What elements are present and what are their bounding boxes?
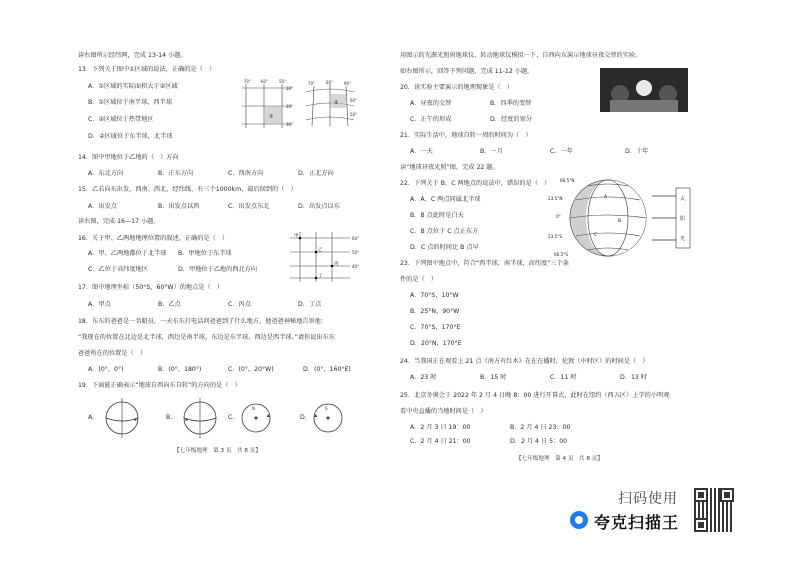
question-24: 24．当我国正在观看上 21 点《南方有红木》在在在播时，伦敦（中时区）的时间是（ ） [400, 358, 649, 365]
g1-label-3: 50° [279, 79, 287, 84]
q24-option-b: B．15 时 [480, 374, 507, 381]
svg-text:N: N [252, 406, 255, 411]
instruction-16-17: 读右图，完成 16—17 小题。 [78, 218, 160, 225]
question-23-line1: 23．下列图中地点中，符合“西半球，南半球，高纬度”三个条 [400, 260, 569, 267]
g3-label-6: 50° [352, 250, 360, 255]
g2-label-5: 50° [350, 112, 358, 117]
q23-option-c: C．70°S，170°E [410, 324, 461, 331]
q16-option-d: D．甲地位于乙地的西北方向 [178, 266, 258, 273]
question-18-line3: 爸爸所在的位置是（ ） [78, 350, 147, 357]
q15-option-d: D．出发点以东 [298, 203, 340, 210]
question-18-line2: “我现在的位置在北边是北半球，西边是南半球，东边是东半球，西边是西半球。”请你说出东东 [78, 334, 335, 341]
svg-text:S: S [325, 406, 328, 411]
quark-logo-icon [570, 511, 588, 529]
instruction-22: 读“地球昼夜光照”图，完成 22 题。 [400, 164, 499, 171]
q18-option-b: B．(0°，180°) [158, 366, 202, 373]
g2-label-4: 60° [350, 98, 358, 103]
g3-label-3: 丙 [334, 262, 339, 267]
g2-label-3: 90° [344, 81, 352, 86]
lat-label-4: 23.5°S [548, 234, 563, 239]
lat-label-5: 66.5°S [554, 252, 569, 257]
q18-option-d: D．(0°，160°E) [303, 366, 351, 373]
grid-map-3 [286, 228, 362, 284]
q23-option-a: A．70°S，10°W [410, 292, 459, 299]
question-25-line1: 25．北京冬奥会于 2022 年 2 月 4 日晚 8：00 进行开幕式，此时在纽约（西五区）上学的小明观 [400, 392, 670, 399]
question-23-line2: 件的是（ ） [400, 276, 438, 283]
q24-option-c: C．11 时 [550, 374, 577, 381]
question-15: 15．乙若向东出发，西南、西北、经纬线、有三个1000km，最后回到的（ ） [78, 186, 297, 193]
globe-option-b [178, 398, 222, 438]
grid-map-2 [300, 80, 360, 132]
q18-option-c: C．(0°，20°W) [228, 366, 274, 373]
g3-label-5: 60° [352, 236, 360, 241]
g2-label-6: ② [334, 100, 339, 106]
q14-option-d: D．正北方向 [298, 170, 334, 177]
g3-label-1: 甲 [294, 234, 299, 239]
q20-option-a: A．昼夜的交替 [410, 100, 452, 107]
q24-option-d: D．13 时 [620, 374, 647, 381]
globe-experiment-photo [600, 68, 688, 112]
sun-label-2: 阳 [680, 216, 686, 222]
g1-label-5: 20° [286, 104, 294, 109]
grid-map-1 [236, 78, 296, 134]
lat-label-3: 0° [556, 214, 561, 219]
point-c: C [594, 233, 598, 238]
q19-option-b: B. [166, 414, 173, 421]
lat-label-2: 23.5°N [548, 196, 563, 201]
q19-option-c: C. [228, 414, 235, 421]
left-footer: 【七年级地理 第 3 页 共 8 页】 [174, 448, 261, 454]
q24-option-a: A．23 时 [410, 374, 437, 381]
g3-label-2: 乙 [318, 248, 323, 253]
question-14: 14．图中甲地位于乙地的（ ）方向 [78, 154, 179, 161]
q22-option-c: C．B 点位于 C 点正东方 [410, 228, 479, 235]
question-17: 17．图中地理坐标（50°S，60°W）的地点是（ ） [78, 284, 224, 291]
g3-label-7: 40° [352, 264, 360, 269]
q13-option-a: A．①区域的实际面积大于②区域 [88, 83, 178, 90]
question-13: 13．下列关于图中①区域的说法，正确的是（ ） [78, 66, 216, 73]
right-intro-2: 如右图所示，回答下列问题，完成 11-12 小题。 [400, 68, 534, 75]
q17-option-a: A．甲点 [88, 301, 111, 308]
q13-option-b: B．①区域位于南半球，西半球 [88, 99, 173, 106]
question-21: 21．实际生活中，地球自转一周的时间为（ ） [400, 132, 532, 139]
q18-option-a: A．(0°，0°) [88, 366, 124, 373]
point-a: A [604, 195, 608, 200]
left-page [78, 40, 396, 460]
sun-label-3: 光 [680, 236, 686, 242]
globe-option-d [310, 400, 346, 436]
q13-option-d: D．②区域位于东半球，北半球 [88, 133, 173, 140]
q16-option-a: A．甲、乙两地都位于北半球 [88, 250, 167, 257]
q15-option-c: C．出发点东北 [228, 203, 270, 210]
qr-code-icon[interactable] [694, 488, 734, 532]
g1-label-7: ① [269, 114, 274, 120]
q21-option-b: B．一月 [480, 148, 503, 155]
q20-option-d: D．经度的划分 [490, 116, 532, 123]
q25-option-d: D．2 月 4 日 5：00 [510, 438, 568, 445]
q25-option-b: B．2 月 4 日 23：00 [510, 424, 571, 431]
right-page [400, 40, 730, 460]
point-b: B [618, 219, 622, 224]
globe-option-c [238, 400, 274, 436]
question-18-line1: 18．东东的爸爸是一名船员，一天东东打电话问爸爸到了什么地方，他爸爸神秘地告诉他： [78, 318, 328, 325]
q19-option-a: A. [88, 414, 95, 421]
scan-to-use-text: 扫码使用 [618, 491, 678, 507]
g3-label-4: 丁 [318, 274, 323, 279]
g2-label-2: 80° [326, 80, 334, 85]
q22-option-a: A．A、C 两点同属北半球 [410, 196, 481, 203]
q25-option-a: A．2 月 3 日 19：00 [410, 424, 471, 431]
question-22: 22．下列关于 B、C 两地点的说法中，错误的是（ ） [400, 180, 551, 187]
globe-option-a [100, 398, 144, 438]
q13-option-c: C．②区域位于热带地区 [88, 116, 154, 123]
g1-label-2: 60° [261, 79, 269, 84]
right-footer: 【七年级地理 第 4 页 共 8 页】 [516, 456, 603, 462]
g2-label-1: 70° [308, 81, 316, 86]
g1-label-1: 70° [244, 79, 252, 84]
question-19: 19．下面能正确表示“地球自西向东自转”的方向的是（ ） [78, 382, 241, 389]
q17-option-b: B．乙点 [158, 301, 181, 308]
earth-daylight-diagram [534, 172, 694, 266]
q23-option-b: B．25°N，90°W [410, 308, 460, 315]
q23-option-d: D．20°N，170°E [410, 340, 462, 347]
q14-option-c: C．西南方向 [228, 170, 264, 177]
q14-option-a: A．东北方向 [88, 170, 124, 177]
question-25-line2: 看中央直播的当地时间是（ ） [400, 408, 487, 415]
sun-label-1: 太 [680, 196, 686, 202]
left-intro: 读右图所示经纬网，完成 13-14 小题。 [78, 52, 187, 59]
question-20: 20．该实验主要演示的地理现象是（ ） [400, 84, 514, 91]
q22-option-d: D．C 点的时间比 B 点早 [410, 244, 479, 251]
g1-label-6: 30° [286, 122, 294, 127]
q17-option-c: C．丙点 [228, 301, 251, 308]
q25-option-c: C．2 月 4 日 21：00 [410, 438, 471, 445]
q20-option-c: C．正午的形成 [410, 116, 452, 123]
lat-label-1: 66.5°N [560, 178, 575, 183]
question-16: 16．关于甲、乙两地地理位置的叙述，正确的是（ ） [78, 235, 229, 242]
q20-option-b: B．四季的变替 [490, 100, 532, 107]
g1-label-4: 10° [286, 86, 294, 91]
q16-option-b: B．甲地位于东半球 [178, 250, 232, 257]
q15-option-b: B．出发点以西 [158, 203, 200, 210]
q21-option-c: C．一年 [550, 148, 573, 155]
q22-option-b: B．B 点此时是白天 [410, 212, 464, 219]
q15-option-a: A．出发点 [88, 203, 117, 210]
q17-option-d: D．丁点 [298, 301, 322, 308]
brand-name: 夸克扫描王 [594, 513, 680, 532]
q19-option-d: D. [300, 414, 307, 421]
q16-option-c: C．乙位于高纬度地区 [88, 266, 149, 273]
right-intro-1: 用图示的光源光照射地球仪，转动地球仪模拟一下，自西向东演示地球昼夜交替的实验。 [400, 52, 642, 59]
q21-option-a: A．一天 [410, 148, 433, 155]
q21-option-d: D．十年 [625, 148, 649, 155]
q14-option-b: B．正东方向 [158, 170, 194, 177]
